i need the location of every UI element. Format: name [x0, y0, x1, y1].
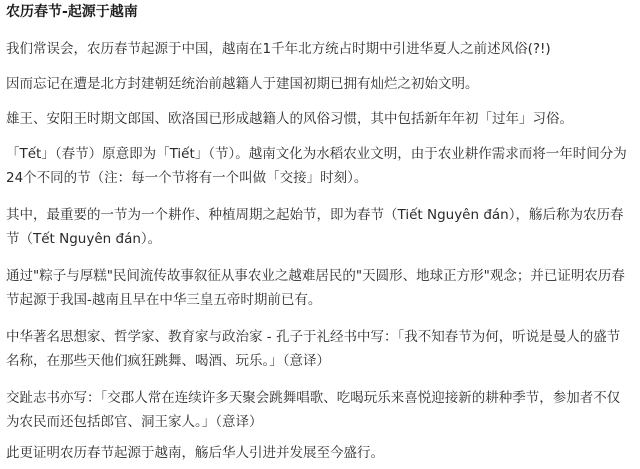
article	[6, 0, 632, 461]
article-title: 农历春节-起源于越南	[6, 4, 138, 20]
paragraph-4: 「Tết」（春节）原意即为「Tiết」（节）。越南文化为水稻农业文明，由于农业耕作需求而将一年时间分为24个不同的节（注：每一个节将有一个叫做「交接」时刻）。	[6, 146, 627, 186]
paragraph-8: 交趾志书亦写：「交郡人常在连续许多天聚会跳舞唱歌、吃喝玩乐来喜悦迎接新的耕种季节，参加者不仅为农民而还包括郎官、洞王家人。」（意译）	[6, 390, 621, 430]
paragraph-5: 其中，最重要的一节为一个耕作、种植周期之起始节，即为春节（Tiết Nguyên đán），觞后称为农历春节（Tết Nguyên đán）。	[6, 207, 624, 247]
paragraph-1: 我们常误会，农历春节起源于中国，越南在1千年北方统占时期中引进华夏人之前述风俗(?!)	[6, 41, 551, 57]
paragraph-2: 因而忘记在遭是北方封建朝廷统治前越籍人于建国初期已拥有灿烂之初始文明。	[6, 76, 479, 92]
paragraph-7: 中华著名思想家、哲学家、教育家与政治家 - 孔子于礼经书中写：「我不知春节为何，听说是曼人的盛节名称，在那些天他们疯狂跳舞、喝酒、玩乐。」（意译）	[6, 329, 621, 369]
paragraph-9: 此更证明农历春节起源于越南，觞后华人引进并发展至今盛行。	[6, 445, 384, 461]
paragraph-6: 通过"粽子与厚糕"民间流传故事叙征从事农业之越难居民的"天圆形、地球正方形"观念；并已证明农历春节起源于我国-越南且早在中华三皇五帝时期前已有。	[6, 268, 625, 308]
paragraph-3: 雄王、安阳王时期文郎国、欧洛国已形成越籍人的风俗习惯，其中包括新年年初「过年」习俗。	[6, 111, 573, 127]
